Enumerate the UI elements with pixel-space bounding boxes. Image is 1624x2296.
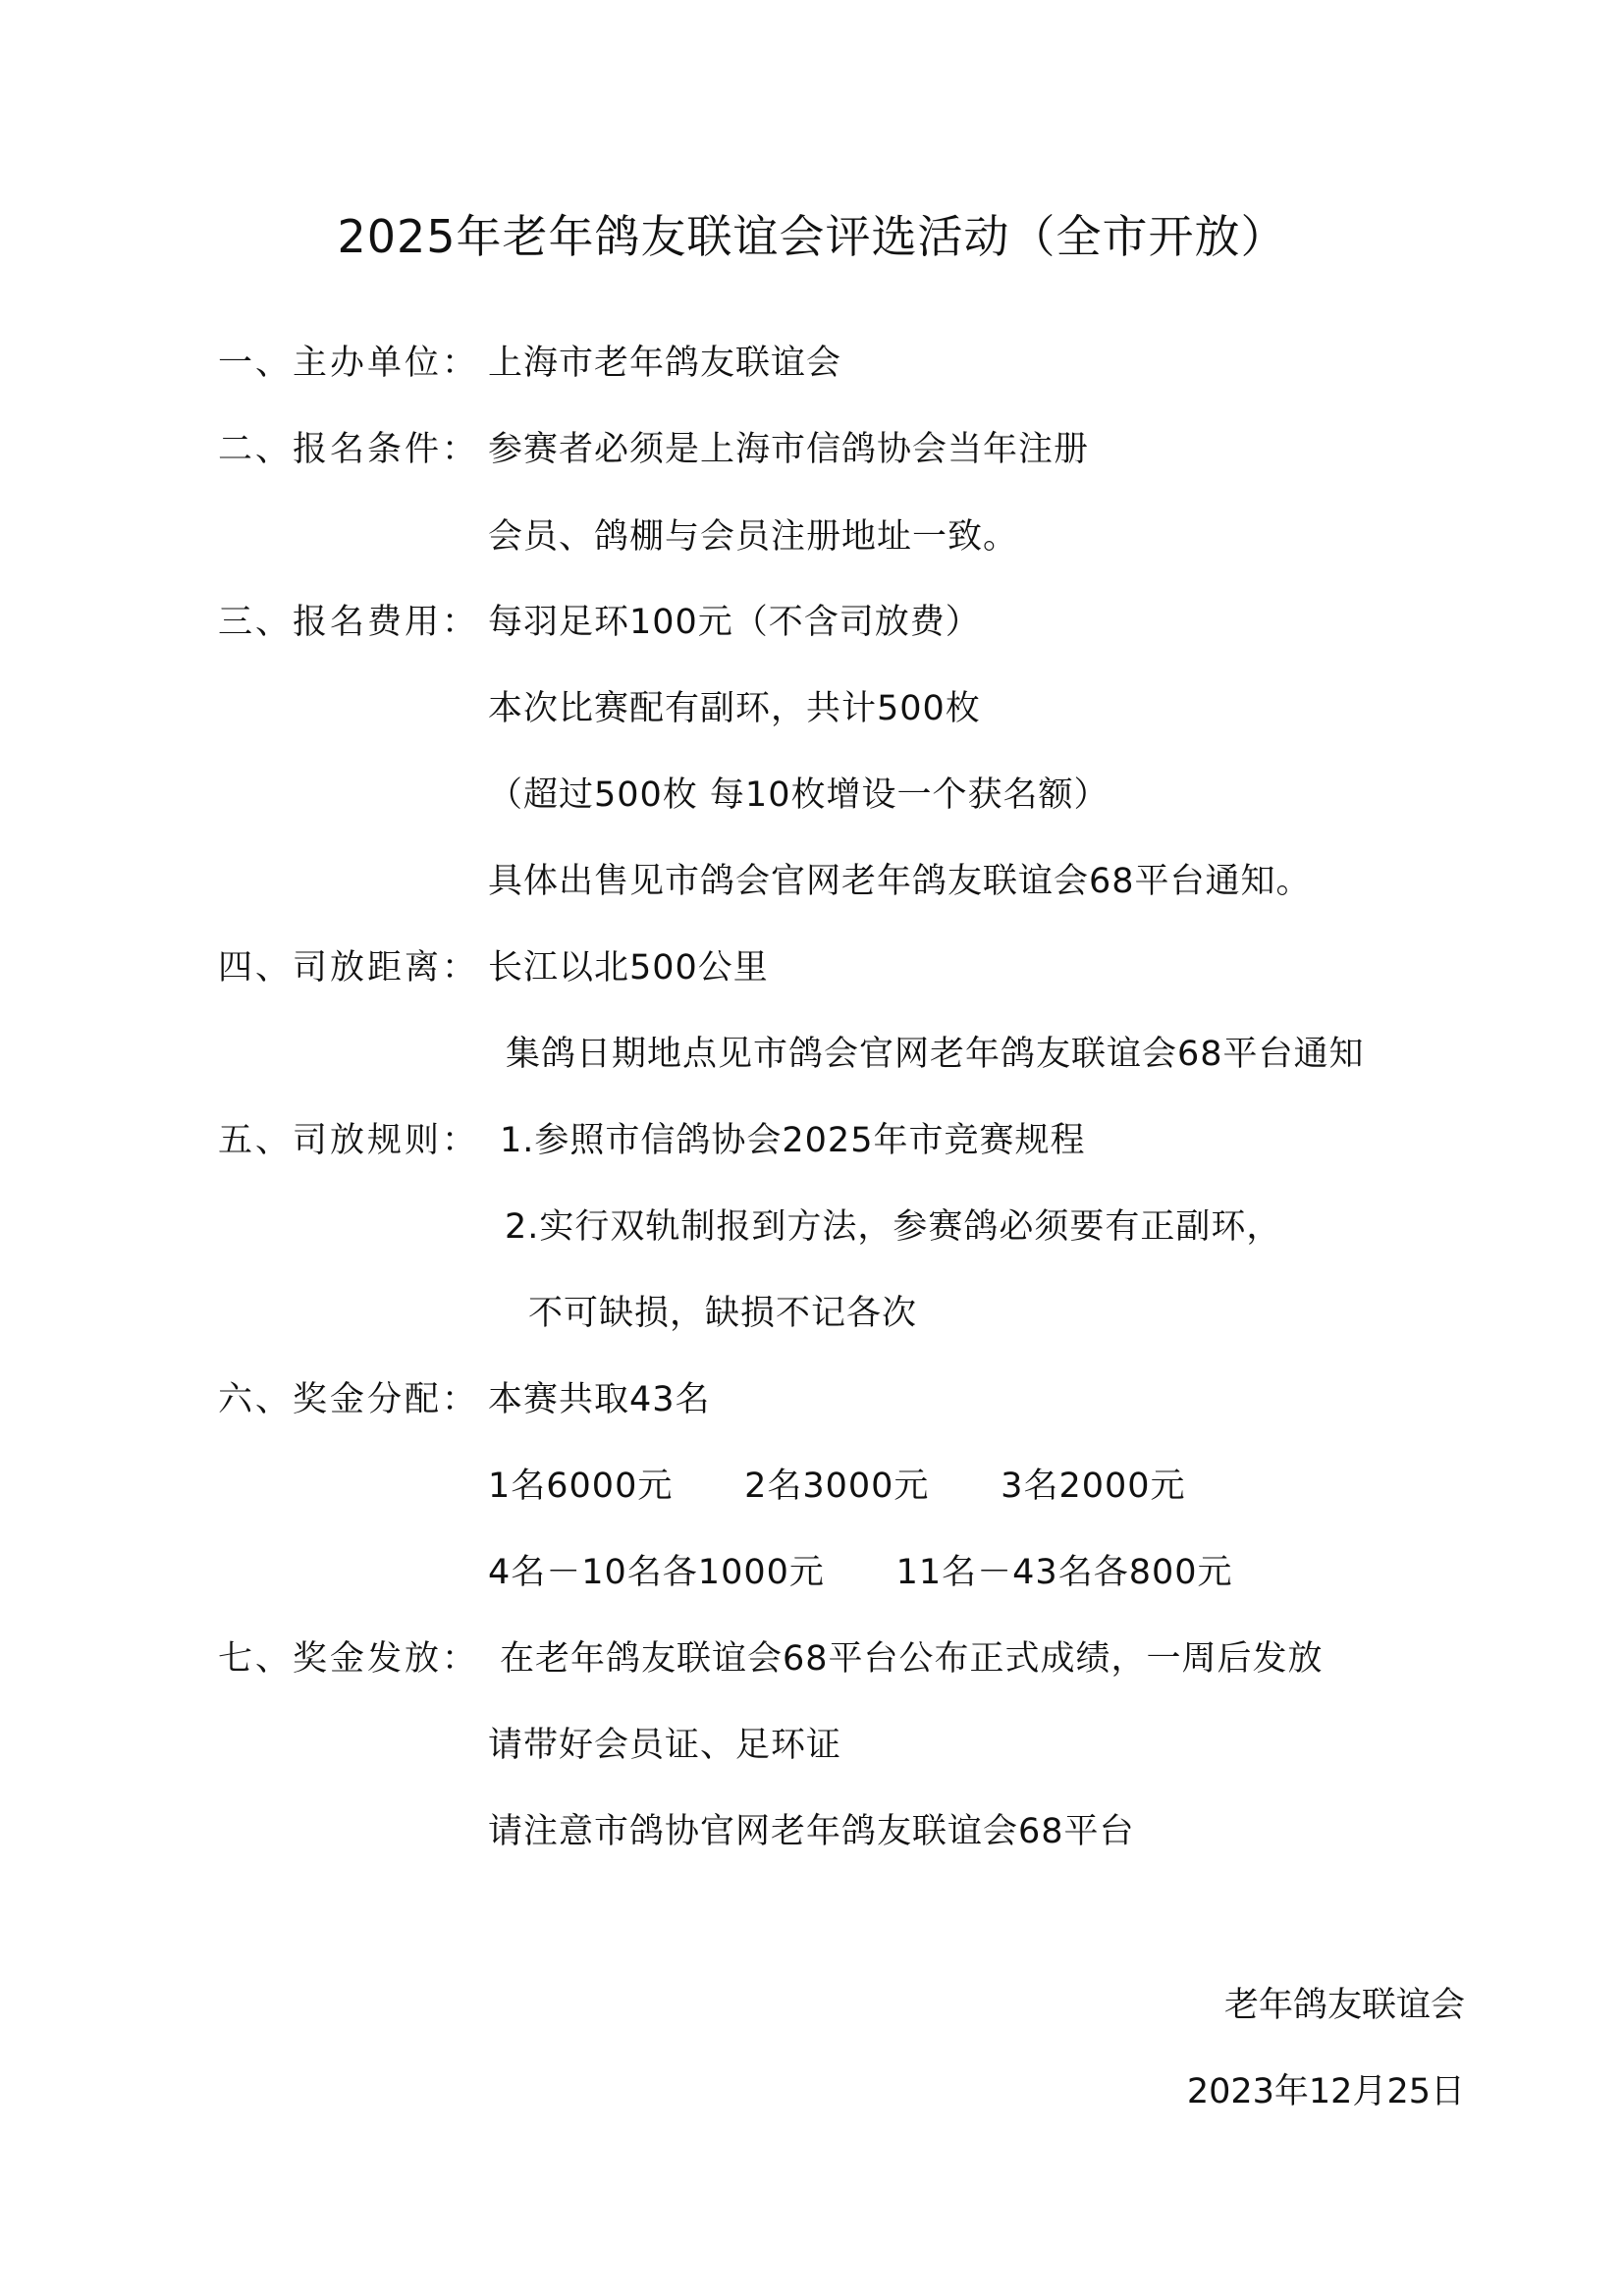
section-2-line-2: 会员、鸽棚与会员注册地址一致。 [488, 517, 1019, 557]
section-5-line-2: 2.实行双轨制报到方法，参赛鸽必须要有正副环， [505, 1207, 1282, 1247]
section-2-label: 二、报名条件： [218, 430, 480, 469]
section-5-line-3: 不可缺损，缺损不记各次 [528, 1294, 918, 1333]
section-3-line-2: 本次比赛配有副环，共计500枚 [488, 689, 981, 728]
section-5-label: 五、司放规则： [218, 1121, 480, 1160]
section-6-line-1: 本赛共取43名 [488, 1380, 711, 1419]
section-4-label: 四、司放距离： [218, 948, 480, 988]
section-1-line-1: 上海市老年鸽友联谊会 [488, 344, 842, 383]
section-4-line-1: 长江以北500公里 [488, 948, 769, 988]
section-3-line-4: 具体出售见市鸽会官网老年鸽友联谊会68平台通知。 [488, 862, 1312, 901]
section-6-label: 六、奖金分配： [218, 1380, 480, 1419]
section-2-line-1: 参赛者必须是上海市信鸽协会当年注册 [488, 430, 1090, 469]
section-7-label: 七、奖金发放： [218, 1639, 480, 1679]
signature-org: 老年鸽友联谊会 [1223, 1986, 1465, 2025]
section-3-line-3: （超过500枚 每10枚增设一个获名额） [488, 775, 1110, 815]
section-7-line-2: 请带好会员证、足环证 [488, 1726, 842, 1765]
section-7-line-1: 在老年鸽友联谊会68平台公布正式成绩，一周后发放 [500, 1639, 1324, 1679]
section-7-line-3: 请注意市鸽协官网老年鸽友联谊会68平台 [488, 1812, 1135, 1851]
section-6-line-2: 1名6000元 2名3000元 3名2000元 [488, 1467, 1186, 1506]
section-5-line-1: 1.参照市信鸽协会2025年市竞赛规程 [500, 1121, 1086, 1160]
signature-date: 2023年12月25日 [1186, 2072, 1465, 2111]
section-3-label: 三、报名费用： [218, 603, 480, 642]
section-3-line-1: 每羽足环100元（不含司放费） [488, 603, 981, 642]
section-1-label: 一、主办单位： [218, 344, 480, 383]
document-title: 2025年老年鸽友联谊会评选活动（全市开放） [337, 210, 1287, 263]
section-4-line-2: 集鸽日期地点见市鸽会官网老年鸽友联谊会68平台通知 [506, 1035, 1365, 1074]
section-6-line-3: 4名－10名各1000元 11名－43名各800元 [488, 1553, 1233, 1592]
